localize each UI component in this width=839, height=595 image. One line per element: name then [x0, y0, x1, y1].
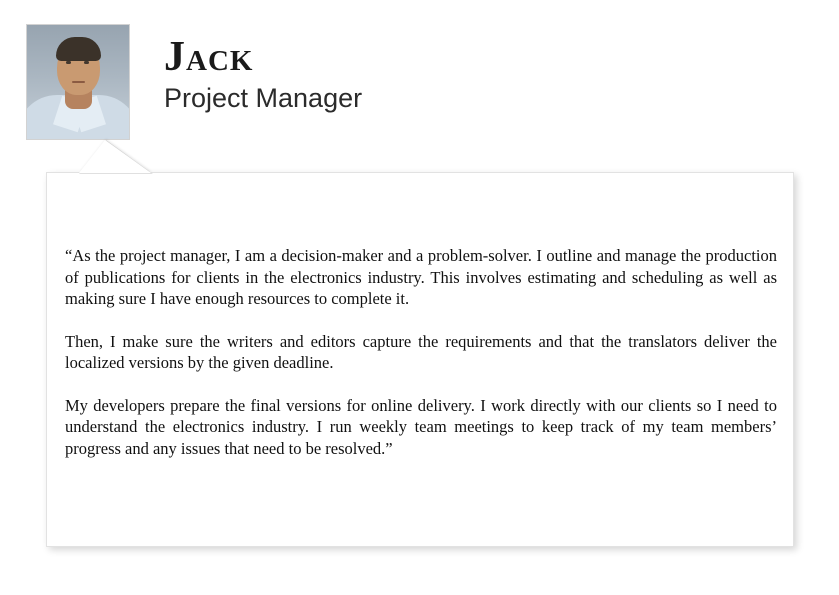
avatar	[27, 25, 129, 139]
avatar-eye-left	[66, 61, 71, 64]
quote-paragraph: “As the project manager, I am a decision-maker and a problem-solver. I outline and manage the production of publications for clients in the electronics industry. This involves estimating and scheduling as well as making sure I have enough resources to complete it.	[65, 246, 777, 308]
persona-text-block	[164, 24, 362, 114]
quote-text	[65, 245, 777, 459]
quote-paragraph: My developers prepare the final versions for online delivery. I work directly with our clients so I need to understand the electronics industry. I run weekly team meetings to keep track of my team members’ progress and any issues that need to be resolved.”	[65, 395, 777, 458]
persona-header	[26, 24, 362, 140]
avatar-frame	[26, 24, 130, 140]
quote-paragraph: Then, I make sure the writers and editors capture the requirements and that the translators deliver the localized versions by the given deadline.	[65, 331, 777, 372]
avatar-eye-right	[84, 61, 89, 64]
avatar-hair	[56, 37, 101, 61]
speech-bubble-tail	[79, 140, 151, 173]
persona-name: Jack	[164, 34, 254, 80]
avatar-mouth	[72, 81, 85, 83]
persona-role: Project Manager	[164, 83, 363, 113]
speech-bubble	[46, 172, 794, 547]
